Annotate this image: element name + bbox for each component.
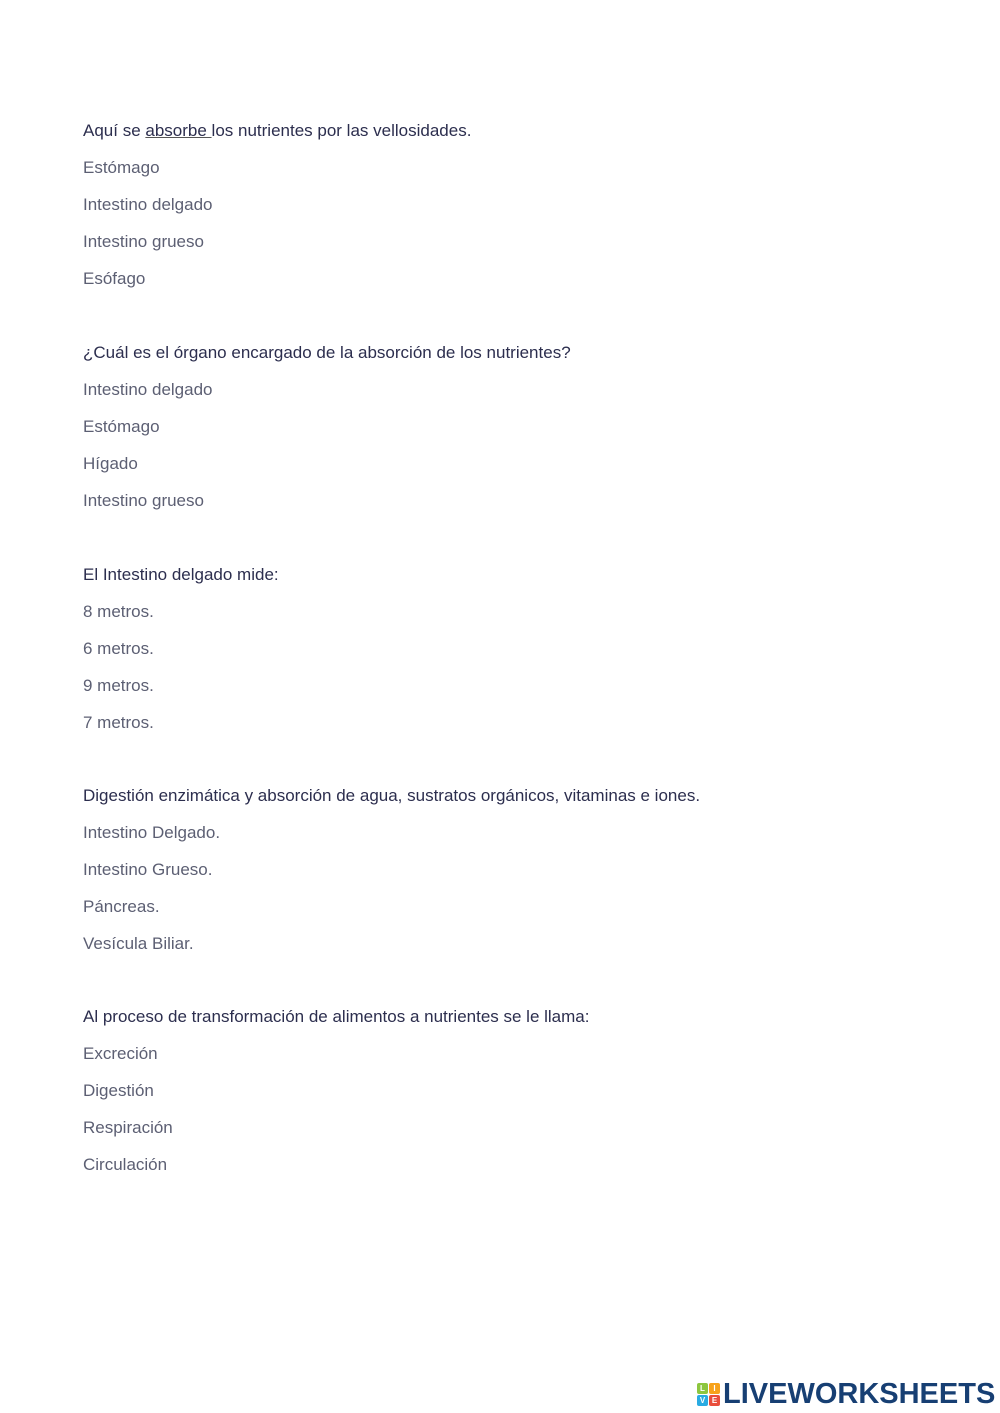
question-text-prefix: Aquí se [83, 121, 146, 140]
option[interactable]: 7 metros. [83, 713, 154, 732]
question-2 [83, 340, 963, 525]
option[interactable]: Intestino Grueso. [83, 860, 213, 879]
option[interactable]: Estómago [83, 417, 160, 436]
question-text: ¿Cuál es el órgano encargado de la absorción de los nutrientes? [83, 343, 571, 362]
question-4 [83, 783, 963, 968]
option[interactable]: Respiración [83, 1118, 173, 1137]
question-text: El Intestino delgado mide: [83, 565, 279, 584]
question-3 [83, 562, 963, 747]
liveworksheets-logo [697, 1378, 995, 1411]
question-text: Al proceso de transformación de alimentos a nutrientes se le llama: [83, 1007, 590, 1026]
option[interactable]: Circulación [83, 1155, 168, 1174]
option[interactable]: Esófago [83, 269, 146, 288]
option[interactable]: Páncreas. [83, 897, 160, 916]
question-text [83, 118, 963, 155]
option[interactable]: Intestino grueso [83, 232, 204, 251]
option[interactable]: Estómago [83, 158, 160, 177]
logo-block: V [697, 1395, 708, 1406]
question-1 [83, 118, 963, 303]
option[interactable]: Intestino delgado [83, 195, 213, 214]
logo-block: L [697, 1383, 708, 1394]
question-text-suffix: los nutrientes por las vellosidades. [211, 121, 472, 140]
option[interactable]: Vesícula Biliar. [83, 934, 194, 953]
logo-block: I [709, 1383, 720, 1394]
option[interactable]: Hígado [83, 454, 138, 473]
option[interactable]: Digestión [83, 1081, 154, 1100]
option[interactable]: Intestino Delgado. [83, 823, 221, 842]
option[interactable]: 8 metros. [83, 602, 154, 621]
question-text: Digestión enzimática y absorción de agua, sustratos orgánicos, vitaminas e iones. [83, 786, 701, 805]
option[interactable]: 9 metros. [83, 676, 154, 695]
option[interactable]: Intestino delgado [83, 380, 213, 399]
option[interactable]: Excreción [83, 1044, 158, 1063]
logo-block: E [709, 1395, 720, 1406]
logo-blocks-icon [697, 1383, 720, 1406]
logo-text: LIVEWORKSHEETS [723, 1378, 996, 1410]
option[interactable]: Intestino grueso [83, 491, 204, 510]
underlined-word: absorbe [145, 121, 212, 140]
option[interactable]: 6 metros. [83, 639, 154, 658]
question-5 [83, 1004, 963, 1189]
